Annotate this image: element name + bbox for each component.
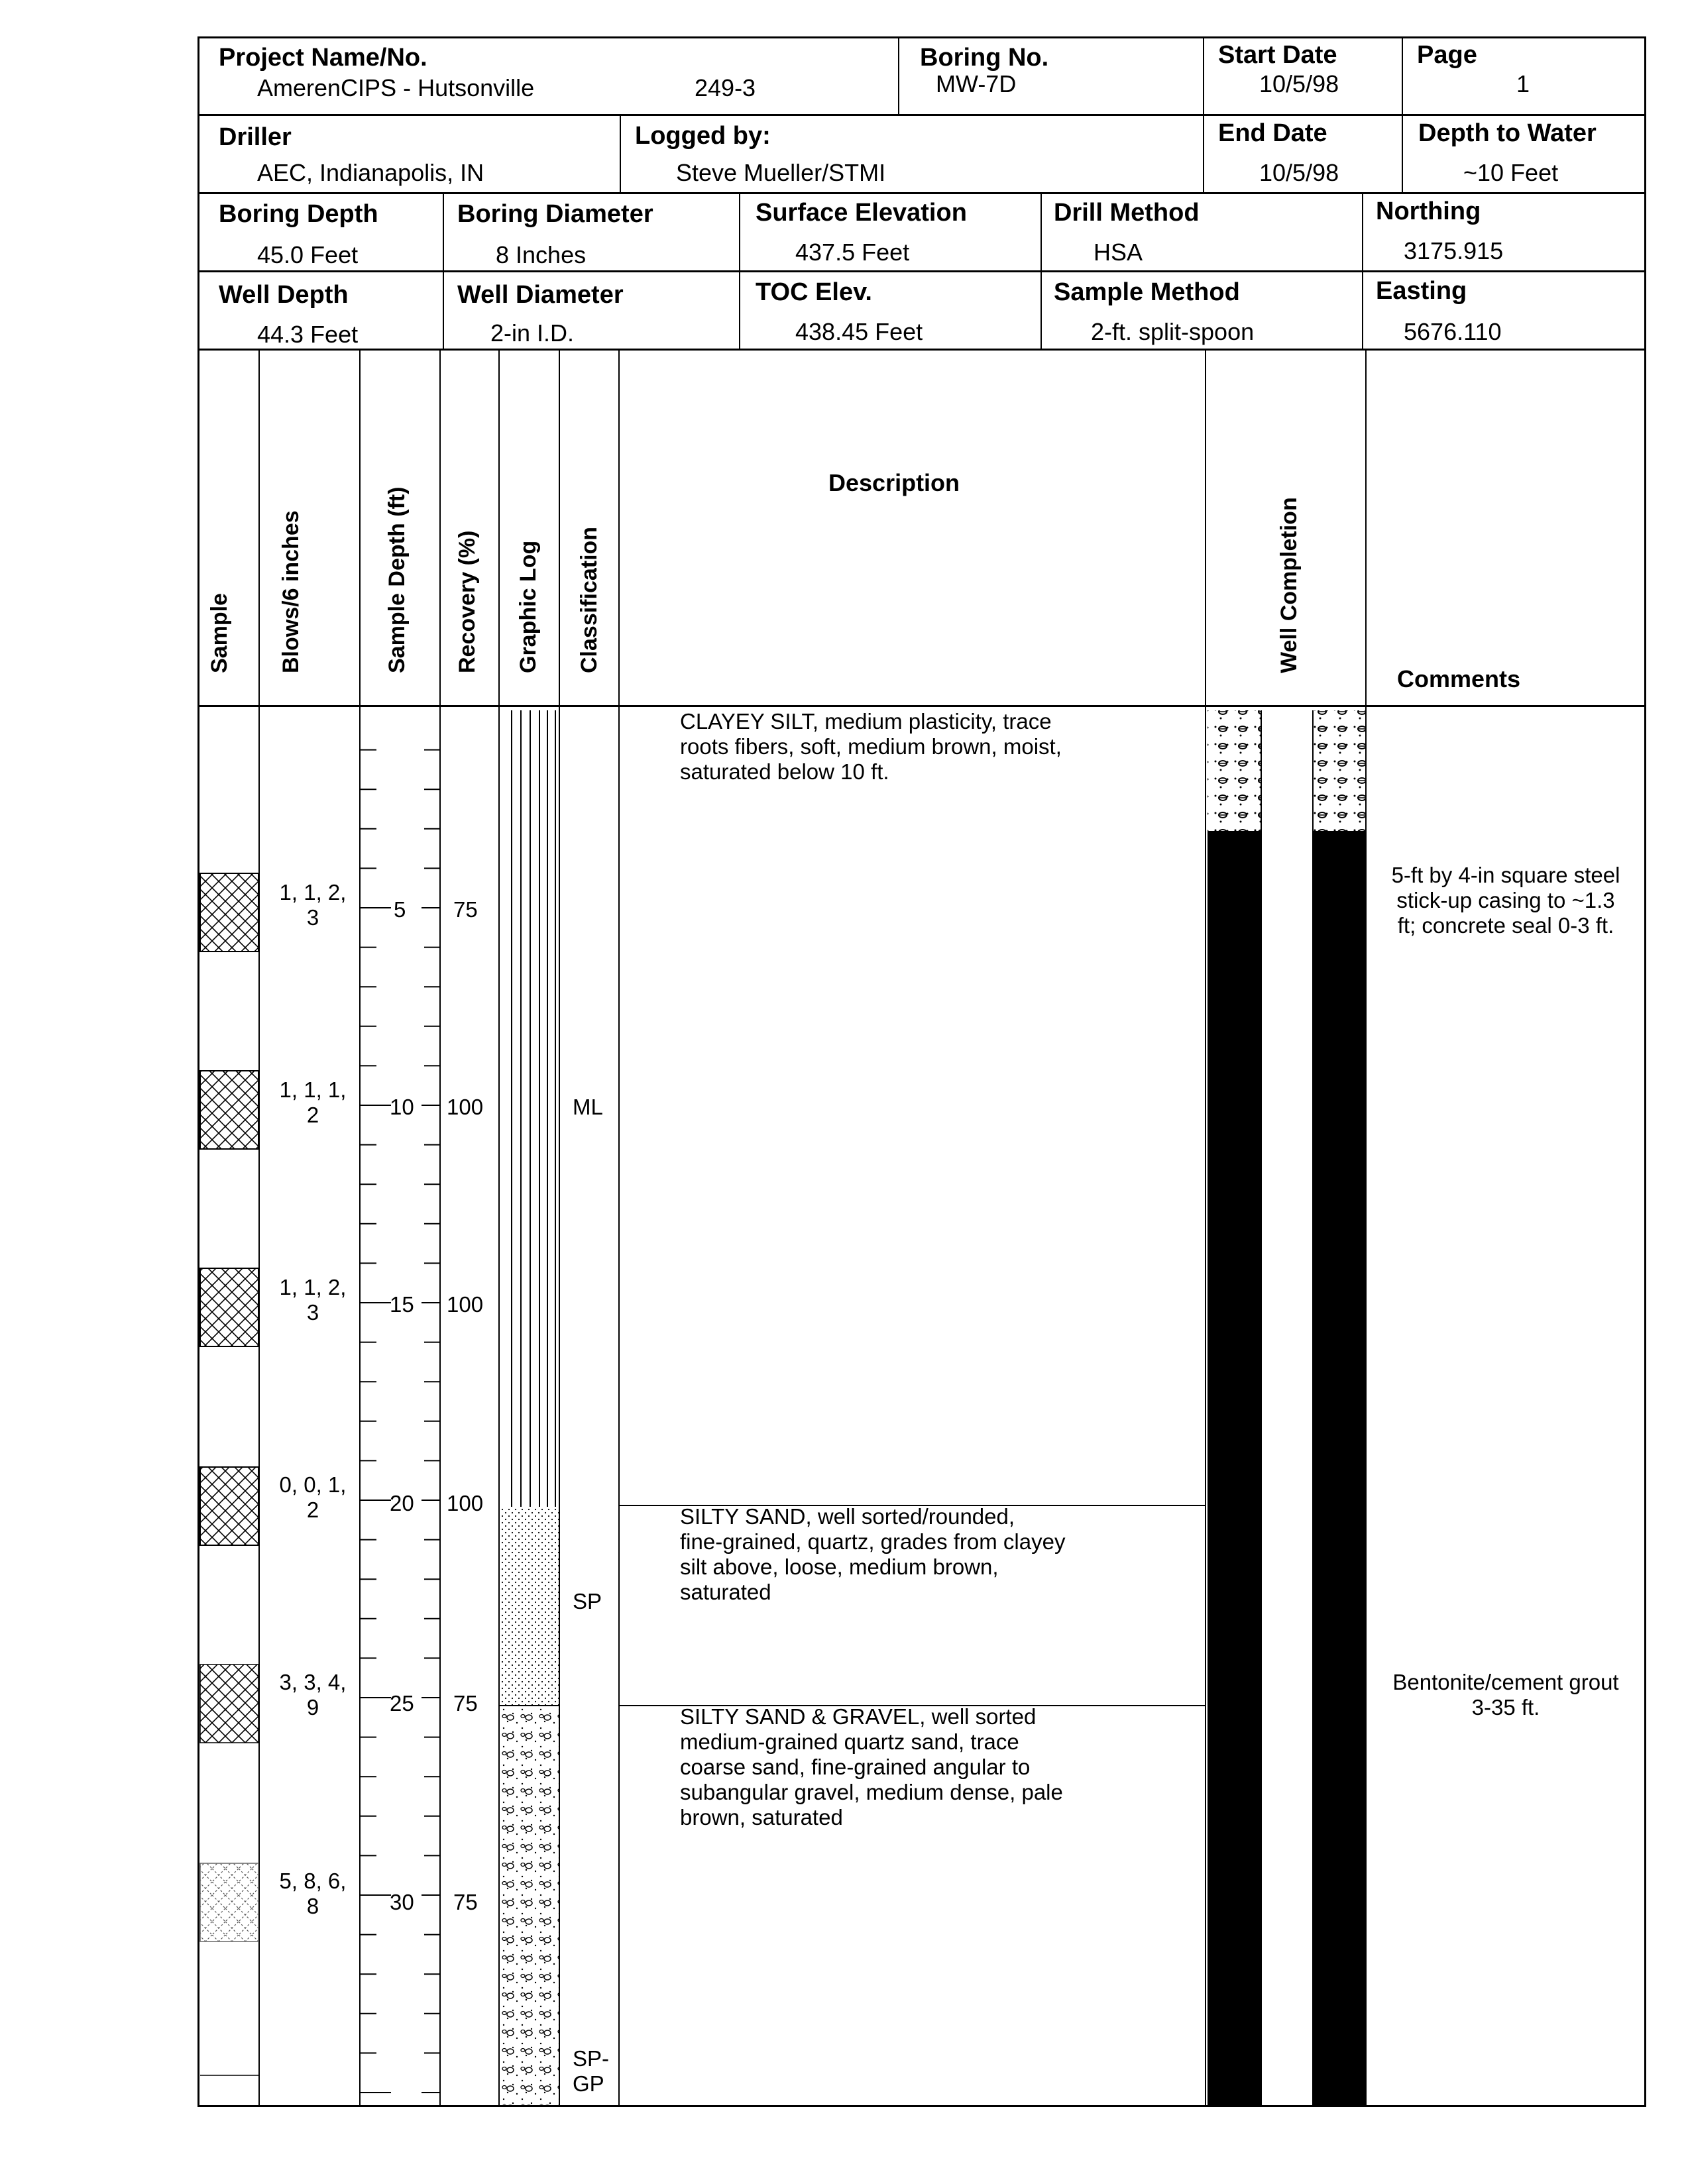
blows-count: 0, 0, 1, 2 (279, 1472, 347, 1522)
sample-method: 2-ft. split-spoon (1091, 318, 1255, 345)
col-blows: Blows/6 inches (278, 510, 304, 673)
depth-label: 20 (390, 1491, 414, 1515)
description-silty-sand-gravel: SILTY SAND & GRAVEL, well sorted medium-grained quartz sand, trace coarse sand, fine-grained angular to subangular gravel, medium dense, pale brown, saturated (680, 1704, 1063, 1829)
well-diameter-label: Well Diameter (457, 281, 624, 309)
depth-to-water: ~10 Feet (1463, 159, 1559, 186)
recovery-value: 75 (453, 1890, 478, 1914)
col-graphic-log: Graphic Log (516, 540, 541, 673)
depth-label: 5 (394, 897, 406, 922)
end-date: 10/5/98 (1259, 159, 1339, 186)
boring-diameter-label: Boring Diameter (457, 200, 653, 228)
project-label: Project Name/No. (219, 44, 427, 72)
col-recovery: Recovery (%) (455, 530, 480, 673)
end-date-label: End Date (1218, 119, 1327, 147)
recovery-value: 100 (447, 1095, 484, 1119)
surface-elevation: 437.5 Feet (795, 239, 910, 266)
start-date: 10/5/98 (1259, 70, 1339, 97)
recovery-value: 100 (447, 1292, 484, 1317)
classification-ml: ML (573, 1095, 603, 1119)
sample-box (200, 1071, 258, 1149)
col-sample-depth: Sample Depth (ft) (384, 486, 410, 673)
project-name: AmerenCIPS - Hutsonville (257, 74, 535, 101)
sample-box (200, 1863, 258, 1941)
start-date-label: Start Date (1218, 41, 1337, 69)
sample-box (200, 1268, 258, 1346)
grout-column-left (1208, 831, 1261, 2105)
depth-to-water-label: Depth to Water (1418, 119, 1597, 147)
toc-elev-label: TOC Elev. (756, 278, 872, 306)
col-comments: Comments (1397, 665, 1521, 692)
logged-by: Steve Mueller/STMI (676, 159, 886, 186)
page-label: Page (1417, 41, 1477, 69)
depth-label: 15 (390, 1292, 414, 1317)
recovery-value: 75 (453, 897, 478, 922)
drill-method: HSA (1094, 239, 1143, 266)
sample-box (200, 1467, 258, 1545)
sample-box (200, 873, 258, 952)
classification-sp: SP (573, 1589, 602, 1613)
concrete-seal (1208, 710, 1261, 831)
driller-label: Driller (219, 123, 292, 151)
description-clayey-silt: CLAYEY SILT, medium plasticity, trace roots fibers, soft, medium brown, moist, saturated below 10 ft. (680, 709, 1062, 784)
well-diameter: 2-in I.D. (490, 319, 575, 347)
col-sample: Sample (207, 593, 232, 673)
well-depth-label: Well Depth (219, 281, 349, 309)
comment-grout: Bentonite/cement grout 3-35 ft. (1392, 1670, 1619, 1720)
toc-elev: 438.45 Feet (795, 318, 923, 345)
project-number: 249-3 (695, 74, 756, 101)
recovery-value: 75 (453, 1691, 478, 1716)
blows-count: 1, 1, 2, 3 (279, 1275, 347, 1325)
blows-count: 3, 3, 4, 9 (279, 1670, 347, 1720)
boring-no: MW-7D (936, 70, 1017, 97)
northing: 3175.915 (1404, 237, 1504, 264)
col-description: Description (828, 469, 960, 496)
surface-elevation-label: Surface Elevation (756, 199, 967, 227)
sp-graphic (500, 1507, 559, 1706)
boring-no-label: Boring No. (920, 44, 1049, 72)
blows-count: 5, 8, 6, 8 (279, 1869, 347, 1918)
easting: 5676.110 (1404, 318, 1502, 345)
grout-column-right (1314, 831, 1365, 2105)
easting-label: Easting (1376, 277, 1467, 305)
description-silty-sand: SILTY SAND, well sorted/rounded, fine-grained, quartz, grades from clayey silt above, loose, medium brown, saturated (680, 1504, 1066, 1604)
boring-depth-label: Boring Depth (219, 200, 378, 228)
well-depth: 44.3 Feet (257, 321, 359, 348)
col-well-completion: Well Completion (1276, 497, 1302, 673)
classification-sp-gp: SP- GP (573, 2046, 610, 2096)
logged-by-label: Logged by: (635, 122, 771, 150)
depth-label: 25 (390, 1691, 414, 1716)
drill-method-label: Drill Method (1054, 199, 1200, 227)
depth-label: 30 (390, 1890, 414, 1914)
recovery-value: 100 (447, 1491, 484, 1515)
comment-casing: 5-ft by 4-in square steel stick-up casing to ~1.3 ft; concrete seal 0-3 ft. (1391, 863, 1620, 938)
northing-label: Northing (1376, 197, 1481, 225)
boring-diameter: 8 Inches (496, 241, 587, 268)
blows-count: 1, 1, 1, 2 (279, 1077, 347, 1127)
concrete-seal (1314, 710, 1365, 831)
boring-depth: 45.0 Feet (257, 241, 359, 268)
driller: AEC, Indianapolis, IN (257, 159, 484, 186)
ml-graphic (512, 710, 555, 1507)
blows-count: 1, 1, 2, 3 (279, 880, 347, 930)
depth-label: 10 (390, 1095, 414, 1119)
sp-gp-graphic (500, 1707, 559, 2104)
sample-method-label: Sample Method (1054, 278, 1240, 306)
col-classification: Classification (577, 526, 602, 673)
sample-box (200, 1665, 258, 1743)
page-number: 1 (1516, 70, 1530, 97)
